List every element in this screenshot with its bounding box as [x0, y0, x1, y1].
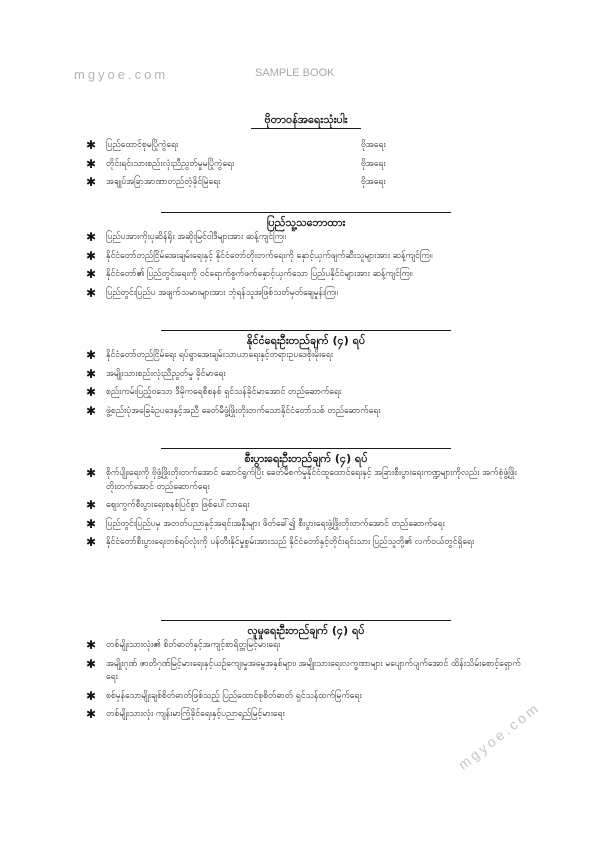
list-item	[86, 405, 526, 419]
item-text: တစ်မျိုးသားလုံး ကျန်းမာကြံ့ခိုင်ရေးနှင့်ပညာရည်မြင့်မားရေး	[106, 709, 285, 719]
list-item	[86, 158, 526, 172]
section-divider-line	[161, 330, 451, 331]
section-title-underline	[251, 128, 361, 129]
list-item	[86, 536, 526, 550]
item-text: တစ်မျိုးသားလုံး၏ စိတ်ဓာတ်နှင့်အကျင့်စာရိတ္တမြင့်မားရေး	[106, 640, 281, 650]
item-text: စစ်မှန်သောမျိုးချစ်စိတ်ဓာတ်ဖြစ်သည့် ပြည်ထောင်စုစိတ်ဓာတ် ရှင်သန်ထက်မြက်ရေး	[106, 690, 362, 701]
item-text: ပြည်ထောင်စုမပြိုကွဲရေး	[106, 140, 179, 150]
list-item	[86, 287, 526, 301]
watermark-bottom-right: mgyoe.com	[455, 698, 544, 773]
item-text: ပြည်တွင်းပြည်ပ အဖျက်သမားများအား ဘုံရန်သူအဖြစ်သတ်မှတ်ချေမှုန်းကြ။	[106, 287, 338, 298]
list-item	[86, 268, 526, 282]
item-text: နိုင်ငံတော်တည်ငြိမ်ရေး ရပ်ရွာအေးချမ်းသာယာရေးနှင့်တရားဥပဒေစိုးမိုးရေး	[106, 350, 333, 360]
item-note: ဗိုအရေး	[361, 177, 386, 187]
item-note: ဗိုအရေး	[361, 158, 386, 169]
asterisk-icon: ✱	[86, 230, 97, 244]
section-social-objectives	[86, 620, 526, 727]
asterisk-icon: ✱	[86, 498, 97, 512]
list-item	[86, 250, 526, 264]
section-three-main-national-causes	[86, 112, 526, 195]
asterisk-icon: ✱	[86, 385, 97, 399]
item-text: နိုင်ငံတော်၏ ပြည်တွင်းရေးကို ဝင်ရောက်စွက်ဖက်နှောင့်ယှက်သော ပြည်ပနိုင်ငံများအား ဆန့်ကျင်ကြ။	[106, 269, 413, 279]
section-title: ပြည်သူ့သဘောထား	[266, 216, 346, 229]
list-item	[86, 386, 526, 400]
asterisk-icon: ✱	[86, 535, 97, 549]
asterisk-icon: ✱	[86, 656, 97, 671]
item-text: အချုပ်အခြာအာဏာတည်တံ့ခိုင်မြဲရေး	[106, 177, 221, 187]
list-item	[86, 639, 526, 653]
asterisk-icon: ✱	[86, 248, 97, 263]
item-text: နိုင်ငံတော်စီးပွားရေးတစ်ရပ်လုံးကို ပန်တီးနိုင်မှုစွမ်းအားသည် နိုင်ငံတော်နှင့်တိုင်းရင်းသား ပြည်သူတို့၏ လက်ဝယ်တွင်ရှိရေး	[106, 537, 475, 547]
item-note: ဗိုအရေး	[361, 140, 386, 150]
section-peoples-desire	[86, 212, 526, 305]
list-item	[86, 349, 526, 363]
list-item	[86, 139, 526, 153]
asterisk-icon: ✱	[86, 516, 97, 531]
section-title: နိုင်ငံရေးဦးတည်ချက် (၄) ရပ်	[246, 334, 366, 347]
item-text: အမျိုးဂုဏ် ဇာတိဂုဏ်မြင့်မားရေးနှင့်ယဉ်ကျေးမှုအမွေအနှစ်များ၊ အမျိုးသားရေးလက္ခဏာများ မပျောက်ပျက်အောင် ထိန်းသိမ်းစောင့်ရှောက်ရေး	[106, 658, 521, 682]
item-text: ပြည်ပအားကိုးပုဆိန်ရိုး အဆိုးမြင်ဝါဒီများအား ဆန့်ကျင်ကြ။	[106, 232, 286, 242]
section-title: စီးပွားရေးဦးတည်ချက် (၄) ရပ်	[244, 452, 368, 465]
asterisk-icon: ✱	[86, 267, 97, 281]
asterisk-icon: ✱	[86, 466, 97, 480]
list-item	[86, 231, 526, 245]
item-text: စည်းကမ်းပြည့်ဝသော ဒီမိုကရေစီစနစ် ရှင်သန်ခိုင်မာအောင် တည်ဆောက်ရေး	[106, 387, 342, 397]
list-item	[86, 518, 526, 532]
section-title: ဗိုတာဝန်အရေးသုံးပါး	[264, 113, 348, 126]
watermark-sample-book: SAMPLE BOOK	[255, 67, 335, 79]
section-divider-line	[161, 620, 451, 621]
asterisk-icon: ✱	[86, 638, 97, 652]
item-text: အမျိုးသားစည်းလုံးညီညွတ်မှု ခိုင်မာရေး	[106, 368, 226, 379]
item-text: စိုက်ပျိုးရေးကို ဗိုဖွံ့ဖြိုးတိုးတက်အောင် ဆောင်ရွက်ပြီး ခေတ်မီစက်မှုနိုင်ငံထူထောင်ရေးနှင့် အခြားစီးပွားရေးကဏ္ဍများကိုလည်း အက်စုံဖွံ့ဖြိုးတိုးတက်အောင် တည်ဆောက်ရေး	[106, 468, 517, 492]
asterisk-icon: ✱	[86, 366, 97, 381]
item-text: နိုင်ငံတော်တည်ငြိမ်အေးချမ်းရေးနှင့် နိုင်ငံတော်တိုးတက်ရေးကို နှောင့်ယှက်ဖျက်ဆီးသူများအား ဆန့်ကျင်ကြ။	[106, 250, 433, 261]
asterisk-icon: ✱	[86, 285, 97, 300]
list-item	[86, 658, 526, 685]
section-title: လူမှုရေးဦးတည်ချက် (၄) ရပ်	[247, 624, 365, 637]
item-text: ပြည်တွင်းပြည်ပမှ အတတ်ပညာနှင့်အရင်းအနှီးများ ဖိတ်ခေါ်၍ စီးပွားရေးဖွံ့ဖြိုးတိုးတက်အောင် တည်ဆောက်ရေး	[106, 518, 445, 529]
asterisk-icon: ✱	[86, 403, 97, 418]
asterisk-icon: ✱	[86, 138, 97, 152]
list-item	[86, 368, 526, 382]
list-item	[86, 690, 526, 704]
asterisk-icon: ✱	[86, 156, 97, 171]
asterisk-icon: ✱	[86, 175, 97, 189]
section-divider-line	[161, 448, 451, 449]
item-text: ဈေးကွက်စီးပွားရေးစနစ်ပြင်စွာ ဖြစ်ပေါ်လာရေး	[106, 500, 250, 510]
asterisk-icon: ✱	[86, 348, 97, 362]
list-item	[86, 467, 526, 494]
watermark-top-left: mgyoe.com	[74, 67, 169, 82]
list-item	[86, 708, 526, 722]
item-text: ဖွဲ့စည်းပုံအခြေခံဥပဒေနှင့်အညီ ခေတ်မီဖွံ့ဖြိုးတိုးတက်သောနိုင်ငံတော်သစ် တည်ဆောက်ရေး	[106, 405, 381, 416]
section-political-objectives	[86, 330, 526, 423]
section-divider-line	[161, 212, 451, 213]
asterisk-icon: ✱	[86, 688, 97, 703]
item-text: တိုင်းရင်းသားစည်းလုံးညီညွတ်မှုမပြိုကွဲရေး	[106, 158, 235, 169]
list-item	[86, 176, 526, 190]
list-item	[86, 499, 526, 513]
asterisk-icon: ✱	[86, 707, 97, 721]
section-economic-objectives	[86, 448, 526, 555]
